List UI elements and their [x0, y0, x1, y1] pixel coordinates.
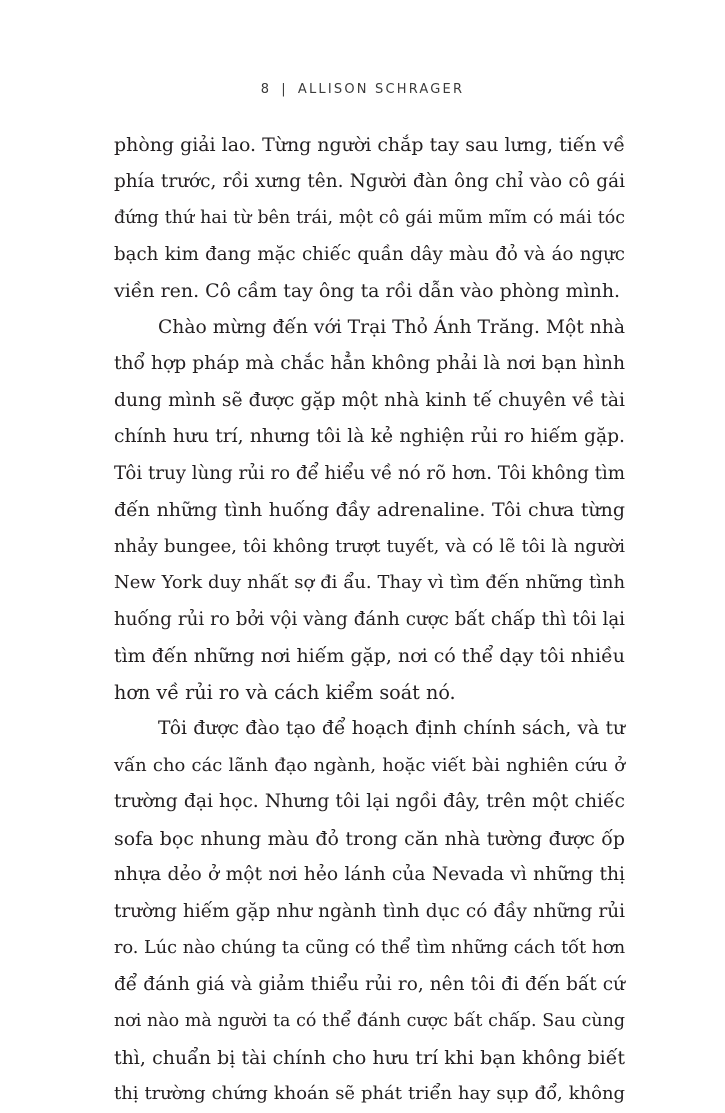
- text-line: nhảy bungee, tôi không trượt tuyết, và có lẽ tôi là người: [114, 535, 625, 557]
- text-line: Tôi truy lùng rủi ro để hiểu về nó rõ hơn. Tôi không tìm: [114, 462, 625, 484]
- text-line: thị trường chứng khoán sẽ phát triển hay sụp đổ, không: [114, 1083, 625, 1104]
- text-line: viền ren. Cô cầm tay ông ta rồi dẫn vào phòng mình.: [114, 280, 621, 302]
- text-line: phía trước, rồi xưng tên. Người đàn ông chỉ vào cô gái: [114, 170, 625, 192]
- text-line: thổ hợp pháp mà chắc hẳn không phải là nơi bạn hình: [114, 353, 625, 374]
- paragraph-1: [114, 127, 625, 310]
- text-line: ro. Lúc nào chúng ta cũng có thể tìm những cách tốt hơn: [114, 938, 626, 958]
- text-line: chính hưu trí, nhưng tôi là kẻ nghiện rủi ro hiếm gặp.: [114, 426, 625, 447]
- header-separator: |: [281, 82, 288, 97]
- text-line: đến những tình huống đầy adrenaline. Tôi chưa từng: [114, 499, 625, 521]
- text-line: New York duy nhất sợ đi ẩu. Thay vì tìm đến những tình: [114, 572, 625, 593]
- body-text: [114, 127, 625, 1113]
- running-header: [0, 82, 725, 97]
- text-line: nhựa dẻo ở một nơi hẻo lánh của Nevada vì những thị: [114, 864, 625, 885]
- text-line: để đánh giá và giảm thiểu rủi ro, nên tôi đi đến bất cứ: [114, 973, 625, 995]
- text-line: vấn cho các lãnh đạo ngành, hoặc viết bài nghiên cứu ở: [114, 754, 625, 776]
- text-line: trường đại học. Nhưng tôi lại ngồi đây, trên một chiếc: [114, 791, 625, 812]
- paragraph-3: [114, 711, 625, 1113]
- author-name: ALLISON SCHRAGER: [297, 82, 465, 97]
- text-line: phòng giải lao. Từng người chắp tay sau lưng, tiến về: [114, 134, 625, 156]
- text-line: Chào mừng đến với Trại Thỏ Ánh Trăng. Một nhà: [158, 316, 625, 338]
- text-line: tìm đến những nơi hiếm gặp, nơi có thể dạy tôi nhiều: [114, 645, 625, 667]
- text-line: thì, chuẩn bị tài chính cho hưu trí khi bạn không biết: [114, 1046, 625, 1069]
- text-line: hơn về rủi ro và cách kiểm soát nó.: [114, 680, 456, 704]
- text-line: sofa bọc nhung màu đỏ trong căn nhà tường được ốp: [114, 827, 625, 850]
- paragraph-2: [114, 310, 625, 712]
- text-line: đứng thứ hai từ bên trái, một cô gái mũm mĩm có mái tóc: [114, 208, 625, 228]
- text-line: Tôi được đào tạo để hoạch định chính sách, và tư: [158, 718, 625, 739]
- text-line: bạch kim đang mặc chiếc quần dây màu đỏ và áo ngực: [114, 243, 625, 265]
- text-line: dung mình sẽ được gặp một nhà kinh tế chuyên về tài: [114, 389, 625, 411]
- text-line: trường hiếm gặp như ngành tình dục có đầy những rủi: [114, 900, 625, 922]
- page-number: 8: [260, 82, 272, 97]
- text-line: huống rủi ro bởi vội vàng đánh cược bất chấp thì tôi lại: [114, 608, 625, 630]
- text-line: nơi nào mà người ta có thể đánh cược bất chấp. Sau cùng: [114, 1011, 625, 1031]
